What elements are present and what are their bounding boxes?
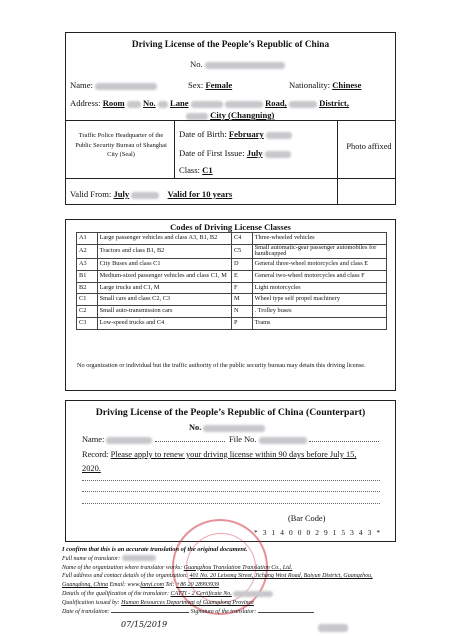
first-issue-label: Date of First Issue: (179, 148, 245, 158)
license-class-codes (65, 219, 396, 391)
license-title: Driving License of the People’s Republic of China (131, 40, 330, 50)
issued-by-value: Human Resources Department of Guangdong Province (121, 599, 254, 606)
signature-label: Signature of the translator: (190, 608, 257, 615)
codes-table-row (77, 244, 387, 258)
address-district: District, (319, 98, 349, 108)
date-signature-row (62, 608, 402, 617)
class-code: F (231, 282, 252, 294)
nationality-label: Nationality: (289, 80, 331, 90)
class-code: C2 (77, 306, 98, 318)
codes-table-row (77, 282, 387, 294)
codes-title: Codes of Driving License Classes (170, 222, 291, 232)
email-value: fanyi.com (140, 582, 164, 589)
counterpart-name-row (82, 435, 225, 444)
validity-row (70, 189, 232, 199)
counterpart-no-label: No. (189, 423, 202, 432)
class-description: Medium-sized passenger vehicles and class C1, M (97, 270, 231, 282)
record-row (82, 450, 356, 459)
redacted-room (127, 101, 141, 108)
sex-value: Female (205, 80, 233, 90)
redacted-translator (122, 555, 156, 561)
handwritten-date: 07/15/2019 (121, 620, 168, 629)
qualification-row (62, 590, 402, 599)
org-label: Name of the organization where translator works: (62, 564, 183, 571)
seal-divider (174, 121, 175, 178)
translator-label: Full name of translator: (62, 555, 121, 562)
class-code: A3 (77, 258, 98, 270)
class-code: P (231, 317, 252, 329)
date-underline (111, 612, 189, 613)
class-row (179, 165, 213, 175)
codes-note: No organization or individual but the traffic authority of the public security bureau may detain this driving license. (77, 362, 366, 369)
first-issue-value: July (246, 148, 263, 158)
redacted-name (95, 83, 157, 90)
address-row (70, 98, 349, 108)
license-front (65, 32, 396, 205)
organization-row (62, 564, 402, 573)
class-code: B1 (77, 270, 98, 282)
photo-placeholder: Photo affixed (346, 142, 392, 151)
class-description: Wheel type self propel machinery (252, 294, 386, 306)
class-description: Trams (252, 317, 386, 329)
sex-label: Sex: (188, 80, 204, 90)
valid-for-value: Valid for 10 years (167, 189, 233, 199)
date-label: Date of translation: (62, 608, 110, 615)
bar-code-value: * 3 1 4 0 0 0 2 9 1 5 3 4 3 * (254, 528, 382, 537)
org-value: Guangzhou Translation Translation Co., Ltd. (183, 564, 293, 571)
codes-table-row (77, 233, 387, 245)
redacted-file-no (259, 437, 307, 444)
class-description: . Trolley buses (252, 306, 386, 318)
class-description: Tractors and class B1, B2 (97, 244, 231, 258)
license-number-row (190, 59, 285, 69)
dob-label: Date of Birth: (179, 129, 227, 139)
codes-table-row (77, 258, 387, 270)
nationality-row (289, 80, 361, 90)
dob-row (179, 129, 292, 139)
address-room: Room (102, 98, 125, 108)
name-underline (155, 441, 225, 442)
class-description: Small cars and class C2, C3 (97, 294, 231, 306)
issued-by-label: Qualification issued by: (62, 599, 120, 606)
file-no-row (229, 435, 379, 444)
name-label: Name: (70, 80, 93, 90)
license-detail-band (66, 120, 395, 179)
dotted-line-1 (82, 480, 380, 481)
redacted-counterpart-name (106, 437, 152, 444)
class-description: Low-speed trucks and C4 (97, 317, 231, 329)
class-code: C1 (77, 294, 98, 306)
license-no-label: No. (190, 59, 203, 69)
redacted-certificate-number (233, 591, 273, 597)
sex-row (188, 80, 232, 90)
nationality-value: Chinese (332, 80, 362, 90)
file-no-label: File No. (229, 435, 257, 444)
qualification-label: Details of the qualification of the translator: (62, 590, 169, 597)
class-label: Class: (179, 165, 201, 175)
class-code: D (231, 258, 252, 270)
class-description: General two-wheel motorcycles and class F (252, 270, 386, 282)
redacted-district-name (289, 101, 317, 108)
class-description: General three-wheel motorcycles and class E (252, 258, 386, 270)
translator-name-row (62, 555, 402, 564)
address-lane: Lane (169, 98, 189, 108)
redacted-number (158, 101, 168, 108)
counterpart-number-row (189, 423, 265, 432)
class-code: C3 (77, 317, 98, 329)
class-description: Small auto-transmission cars (97, 306, 231, 318)
qualification-value: CATTI - 2 Certificate No. (170, 590, 232, 597)
first-issue-row (179, 148, 291, 158)
dob-value: February (228, 129, 264, 139)
address-city-row (186, 110, 274, 120)
class-code: E (231, 270, 252, 282)
codes-table-row (77, 306, 387, 318)
org-address-value: 401 No. 20 Leisong Street, Jichang West Road, Baiyun District, Guangzhou, Guangdong, China (62, 573, 373, 589)
record-text: Please apply to renew your driving license within 90 days before July 15, (110, 450, 357, 459)
valid-from-value: July (113, 189, 130, 199)
class-description: City Buses and class C1 (97, 258, 231, 270)
issued-by-row (62, 599, 402, 608)
redacted-license-number (205, 62, 285, 69)
redacted-first-issue (265, 151, 291, 158)
email-label: Email: www. (109, 582, 141, 589)
issuing-authority-seal: Traffic Police Headquarter of the Public Security Bureau of Shanghai City (Seal) (75, 132, 167, 159)
redacted-counterpart-number (203, 425, 265, 432)
redacted-road-name (225, 101, 263, 108)
translation-certification (62, 546, 402, 616)
translator-signature (318, 624, 348, 632)
name-row (70, 80, 157, 90)
class-code: B2 (77, 282, 98, 294)
tel-value: +86 20 28993939 (176, 582, 220, 589)
class-value: C1 (202, 165, 213, 175)
address-no: No. (143, 98, 156, 108)
bar-code-label: (Bar Code) (288, 514, 326, 523)
valid-from-label: Valid From: (70, 189, 112, 199)
address-road: Road, (265, 98, 287, 108)
redacted-lane (191, 101, 223, 108)
address-label: Address: (70, 98, 101, 108)
dotted-line-2 (82, 491, 380, 492)
counterpart-title: Driving License of the People’s Republic of China (Counterpart) (95, 407, 366, 418)
certification-heading: I confirm that this is an accurate translation of the original document. (62, 546, 248, 553)
class-description: Small automatic-gear passenger automobiles for handicapped (252, 244, 386, 258)
class-code: M (231, 294, 252, 306)
org-address-label: Full address and contact details of the organization: (62, 573, 189, 580)
redacted-city-prefix (186, 113, 208, 120)
codes-table-row (77, 270, 387, 282)
class-code: A1 (77, 233, 98, 245)
codes-table-row (77, 294, 387, 306)
codes-table (76, 232, 387, 330)
dotted-line-3 (82, 503, 380, 504)
class-description: Large passenger vehicles and class A3, B1, B2 (97, 233, 231, 245)
org-address-row (62, 572, 402, 590)
codes-table-row (77, 317, 387, 329)
class-code: C5 (231, 244, 252, 258)
signature-underline (258, 612, 314, 613)
class-description: Light motorcycles (252, 282, 386, 294)
redacted-dob (266, 132, 292, 139)
class-description: Three-wheeled vehicles (252, 233, 386, 245)
record-label: Record: (82, 450, 109, 459)
photo-divider (337, 121, 338, 204)
redacted-valid-from (131, 192, 159, 199)
record-year: 2020. (82, 464, 101, 473)
class-code: A2 (77, 244, 98, 258)
file-no-underline (309, 441, 379, 442)
counterpart-name-label: Name: (82, 435, 105, 444)
class-code: N (231, 306, 252, 318)
address-city: City (Changning) (210, 110, 275, 120)
class-description: Large trucks and C1, M (97, 282, 231, 294)
tel-label: Tel: (165, 582, 175, 589)
class-code: C4 (231, 233, 252, 245)
